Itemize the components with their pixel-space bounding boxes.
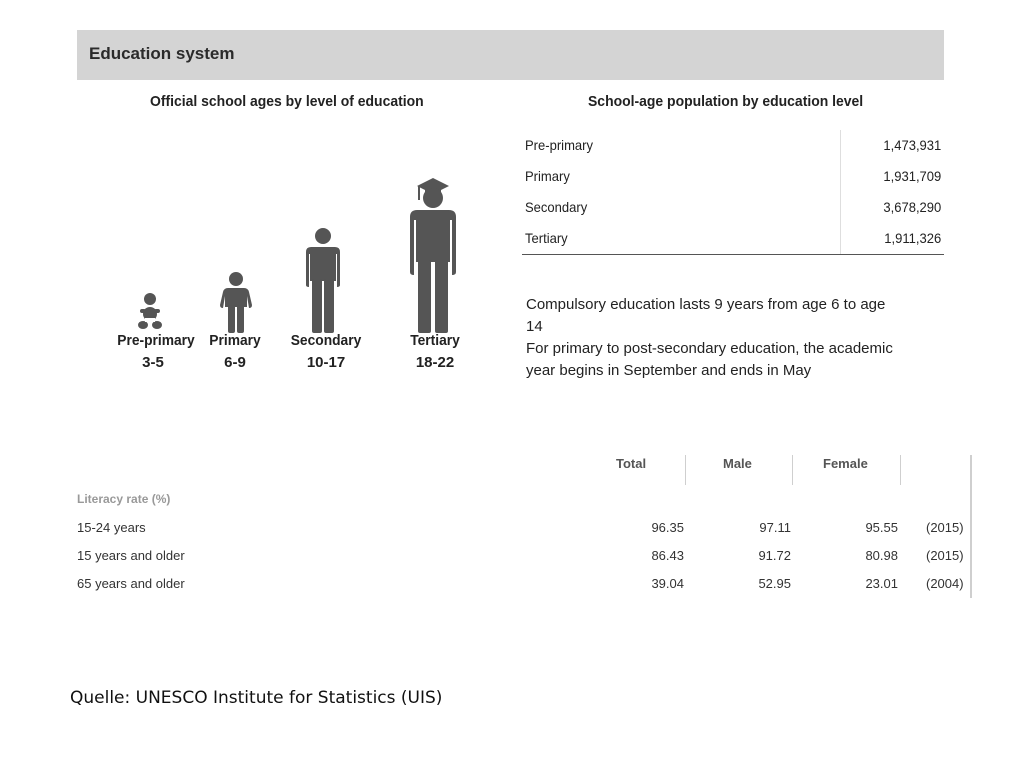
literacy-male: 97.11 [759, 520, 791, 535]
age-label-pre-primary: 3-5 [142, 354, 164, 371]
baby-icon [137, 292, 163, 332]
literacy-header-female: Female [823, 456, 868, 471]
table-row [522, 130, 944, 161]
table-row [0, 520, 1024, 540]
education-notes [526, 294, 896, 382]
literacy-female: 23.01 [865, 576, 898, 591]
page-title: Education system [89, 44, 235, 63]
source-note: Quelle: UNESCO Institute for Statistics (UIS) [70, 688, 443, 708]
level-label-secondary: Secondary [290, 332, 362, 349]
population-level: Pre-primary [525, 137, 594, 153]
literacy-section-title: Literacy rate (%) [77, 492, 171, 506]
column-divider [900, 455, 901, 485]
literacy-total: 86.43 [651, 548, 684, 563]
table-row [522, 223, 944, 254]
table-row [522, 161, 944, 192]
literacy-row-label: 15 years and older [77, 548, 185, 563]
age-label-primary: 6-9 [224, 354, 246, 371]
graduate-icon [410, 176, 456, 333]
level-label-tertiary: Tertiary [410, 332, 460, 349]
population-level: Primary [525, 168, 570, 184]
table-row [522, 192, 944, 223]
age-label-tertiary: 18-22 [415, 354, 455, 371]
literacy-male: 52.95 [758, 576, 791, 591]
table-row [0, 576, 1024, 596]
column-divider [840, 130, 841, 254]
column-divider [685, 455, 686, 485]
literacy-header-total: Total [616, 456, 647, 471]
ages-section-title: Official school ages by level of education [150, 93, 424, 110]
population-value: 1,931,709 [883, 168, 941, 184]
population-value: 3,678,290 [883, 199, 941, 215]
table-bottom-rule [522, 254, 944, 255]
literacy-row-label: 65 years and older [77, 576, 185, 591]
table-row [0, 548, 1024, 568]
population-value: 1,911,326 [884, 230, 941, 246]
compulsory-note: Compulsory education lasts 9 years from age 6 to age 14 [526, 296, 886, 335]
literacy-female: 80.98 [865, 548, 898, 563]
column-divider [792, 455, 793, 485]
literacy-row-label: 15-24 years [77, 520, 146, 535]
population-section-title: School-age population by education level [588, 93, 864, 110]
age-label-secondary: 10-17 [306, 354, 346, 371]
academic-year-note: For primary to post-secondary education, the academic year begins in September and ends in May [526, 340, 893, 379]
teen-icon [306, 227, 340, 333]
population-value: 1,473,931 [883, 137, 941, 153]
child-icon [220, 271, 252, 333]
literacy-year: (2015) [926, 520, 964, 535]
population-level: Secondary [525, 199, 588, 215]
literacy-total: 39.04 [651, 576, 684, 591]
level-label-pre-primary: Pre-primary [117, 332, 195, 349]
header-bar [77, 30, 944, 80]
population-table [522, 130, 944, 254]
literacy-male: 91.72 [758, 548, 791, 563]
literacy-total: 96.35 [651, 520, 684, 535]
level-label-primary: Primary [209, 332, 261, 349]
population-level: Tertiary [525, 230, 568, 246]
literacy-year: (2004) [926, 576, 964, 591]
literacy-header-male: Male [723, 456, 752, 471]
literacy-female: 95.55 [865, 520, 898, 535]
literacy-year: (2015) [926, 548, 964, 563]
